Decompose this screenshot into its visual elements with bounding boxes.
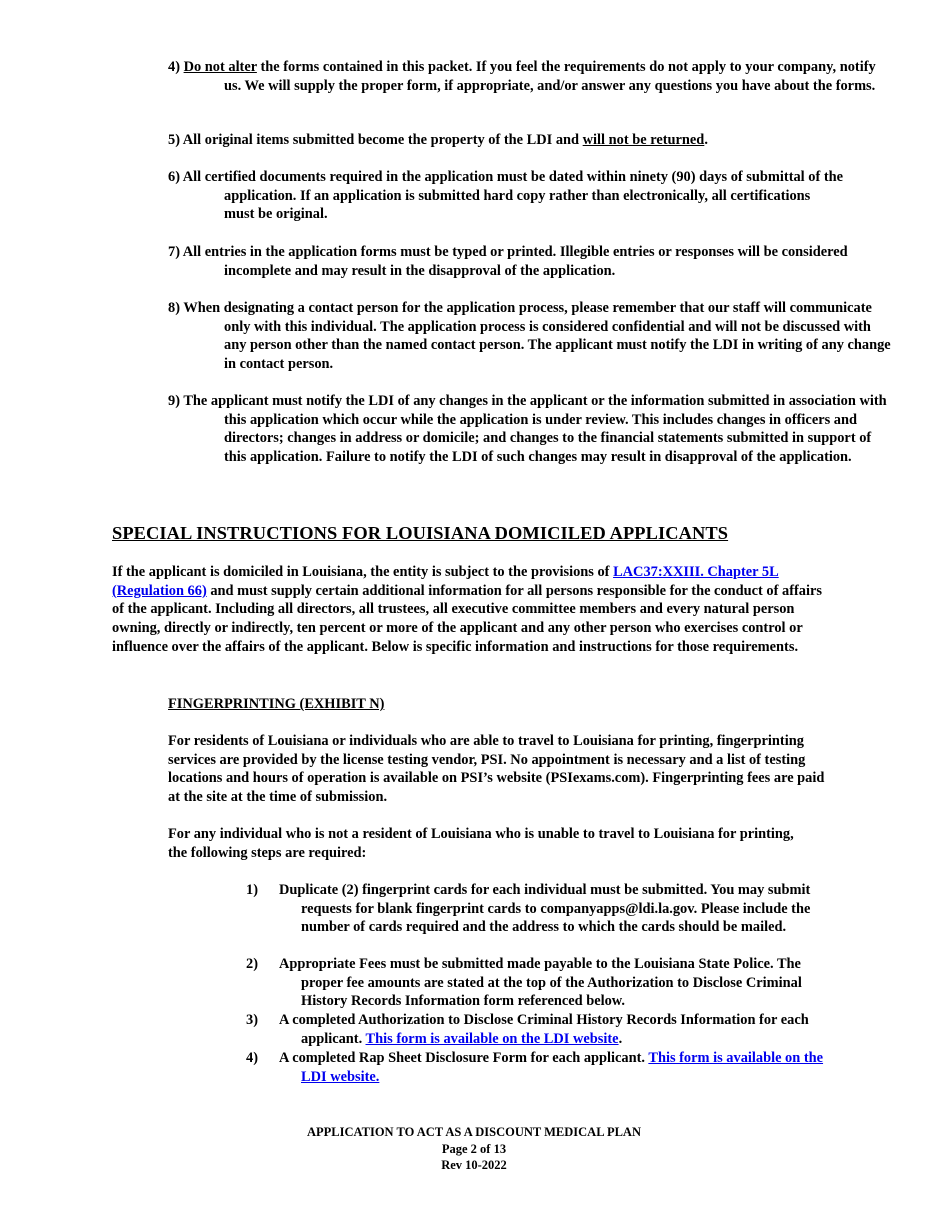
will-not-be-returned-emphasis: will not be returned [582, 132, 705, 148]
fingerprinting-heading: FINGERPRINTING (EXHIBIT N) [168, 696, 385, 712]
instruction-item-4: 4) Do not alter the forms contained in this packet. If you feel the requirements do not apply to your company, notify us. We will supply the proper form, if appropriate, and/or answer any questions you have about the forms. [168, 59, 876, 94]
fingerprint-step-3: 3) A completed Authorization to Disclose Criminal History Records Information for each applicant. This form is available on the LDI website. [246, 1012, 809, 1047]
instruction-item-7: 7) All entries in the application forms must be typed or printed. Illegible entries or responses will be considered incomplete and may result in the disapproval of the application. [168, 244, 848, 279]
footer-revision: Rev 10-2022 [441, 1158, 507, 1172]
footer-page-number: Page 2 of 13 [441, 1141, 507, 1156]
instruction-item-6: 6) All certified documents required in the application must be dated within ninety (90) days of submittal of the application. If an application is submitted hard copy rather than electronically, all certifications must be original. [168, 169, 844, 223]
page-footer [0, 1124, 950, 1174]
fingerprinting-nonresidents-paragraph: For any individual who is not a resident of Louisiana who is unable to travel to Louisiana for printing, the following steps are required: [168, 826, 794, 861]
special-instructions-heading: SPECIAL INSTRUCTIONS FOR LOUISIANA DOMICILED APPLICANTS [112, 523, 729, 543]
instruction-item-9: 9) The applicant must notify the LDI of any changes in the applicant or the information submitted in association with this application which occur while the application is under review. This includes changes in officers and directors; changes in address or domicile; and changes to the financial statements submitted in support of this application. Failure to notify the LDI of such changes may result in disapproval of the application. [168, 393, 887, 466]
special-instructions-intro: If the applicant is domiciled in Louisiana, the entity is subject to the provisions of LAC37:XXIII. Chapter 5L (Regulation 66) and must supply certain additional information for all persons responsible for the conduct of affairs of the applicant. Including all directors, all trustees, all executive committee members and every natural person owning, directly or indirectly, ten percent or more of the applicant and any other person who exercises control or influence over the affairs of the applicant. Below is specific information and instructions for those requirements. [112, 564, 822, 655]
instruction-item-5: 5) All original items submitted become the property of the LDI and will not be returned. [168, 132, 708, 148]
fingerprint-step-4: 4) A completed Rap Sheet Disclosure Form for each applicant. This form is available on the LDI website. [246, 1050, 824, 1085]
fingerprint-step-1: 1) Duplicate (2) fingerprint cards for each individual must be submitted. You may submit requests for blank fingerprint cards to companyapps@ldi.la.gov. Please include the number of cards required and the address to which the cards should be mailed. [246, 882, 811, 936]
footer-title: APPLICATION TO ACT AS A DISCOUNT MEDICAL PLAN [307, 1125, 641, 1139]
fingerprinting-residents-paragraph: For residents of Louisiana or individuals who are able to travel to Louisiana for printing, fingerprinting services are provided by the license testing vendor, PSI. No appointment is necessary and a list of testing locations and hours of operation is available on PSI’s website (PSIexams.com). Fingerprinting fees are paid at the site at the time of submission. [168, 733, 825, 806]
rap-sheet-form-link[interactable]: This form is available on the LDI website. [301, 1050, 824, 1085]
instruction-item-8: 8) When designating a contact person for the application process, please remember that our staff will communicate only with this individual. The application process is considered confidential and will not be discussed with any person other than the named contact person. The applicant must notify the LDI in writing of any change in contact person. [168, 300, 891, 373]
regulation-66-link[interactable]: LAC37:XXIII. Chapter 5L (Regulation 66) [112, 564, 779, 599]
do-not-alter-emphasis: Do not alter [183, 59, 257, 75]
fingerprint-step-2: 2) Appropriate Fees must be submitted made payable to the Louisiana State Police. The proper fee amounts are stated at the top of the Authorization to Disclose Criminal History Records Information form referenced below. [246, 956, 802, 1010]
authorization-form-link[interactable]: This form is available on the LDI website [365, 1030, 619, 1047]
